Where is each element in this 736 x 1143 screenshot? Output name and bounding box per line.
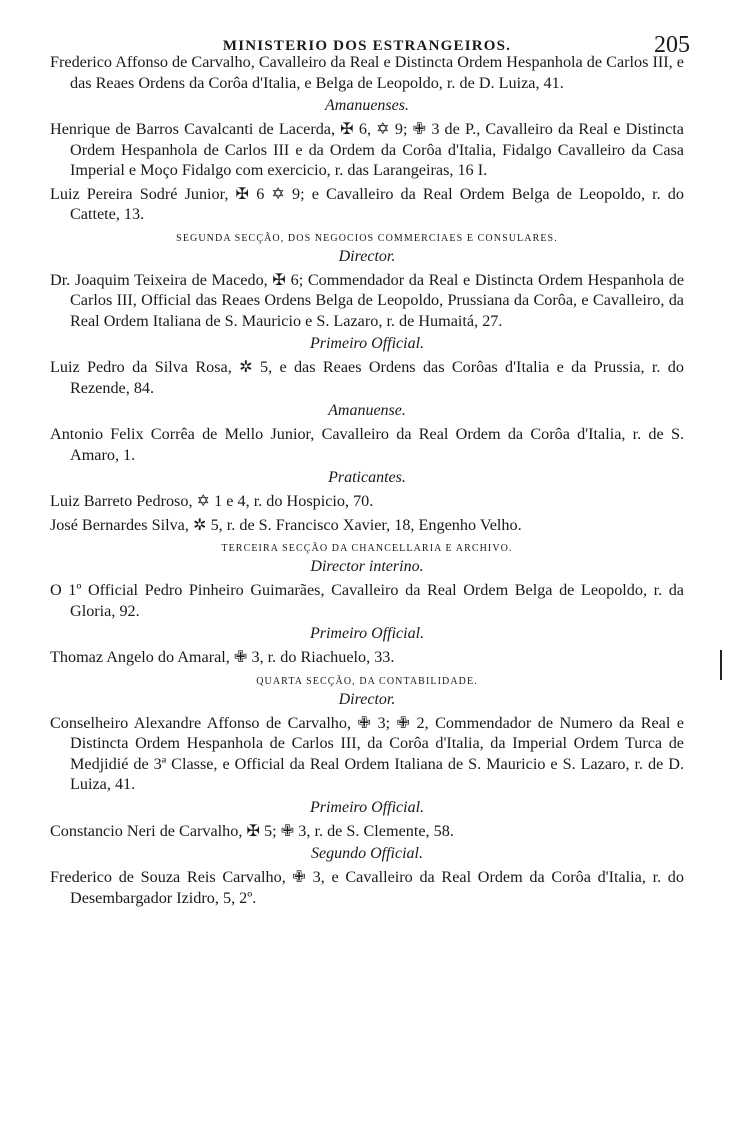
section-heading: QUARTA SECÇÃO, DA CONTABILIDADE. [256, 675, 478, 687]
directory-entry: José Bernardes Silva, ✲ 5, r. de S. Francisco Xavier, 18, Engenho Velho. [50, 515, 522, 534]
directory-entry: Luiz Pereira Sodré Junior, ✠ 6 ✡ 9; e Cavalleiro da Real Ordem Belga de Leopoldo, r. do Cattete, 13. [50, 184, 684, 223]
directory-entry: Luiz Barreto Pedroso, ✡ 1 e 4, r. do Hospicio, 70. [50, 492, 374, 510]
role-heading: Primeiro Official. [309, 335, 425, 352]
role-heading: Primeiro Official. [309, 798, 425, 816]
page-header [50, 0, 690, 58]
role-heading: Amanuenses. [325, 97, 409, 114]
role-heading: Amanuense. [328, 402, 406, 419]
role-heading: Director interino. [310, 558, 424, 575]
directory-entry: Luiz Pedro da Silva Rosa, ✲ 5, e das Reaes Ordens das Corôas d'Italia e da Prussia, r. do Rezende, 84. [50, 358, 684, 397]
directory-entry: O 1º Official Pedro Pinheiro Guimarães, Cavalleiro da Real Ordem Belga de Leopoldo, r. da Gloria, 92. [50, 581, 684, 620]
directory-entry: Frederico Affonso de Carvalho, Cavalleiro da Real e Distincta Ordem Hespanhola de Carlos III, e das Reaes Ordens da Corôa d'Italia, e Belga de Leopoldo, r. de D. Luiza, 41. [50, 53, 684, 92]
role-heading: Director. [338, 690, 396, 708]
directory-entry: Dr. Joaquim Teixeira de Macedo, ✠ 6; Commendador da Real e Distincta Ordem Hespanhola de Carlos III, Official das Reaes Ordens Belga de Leopoldo, Prussiana da Corôa, e Cavalleiro, da Real Ordem Italiana de S. Mauricio e S. Lazaro, r. de Humaitá, 27. [50, 270, 684, 330]
directory-entry: Thomaz Angelo do Amaral, ✙ 3, r. do Riachuelo, 33. [50, 648, 395, 666]
section-heading: SEGUNDA SECÇÃO, DOS NEGOCIOS COMMERCIAES E CONSULARES. [176, 232, 558, 244]
role-heading: Praticantes. [328, 469, 406, 486]
directory-entry: Henrique de Barros Cavalcanti de Lacerda, ✠ 6, ✡ 9; ✙ 3 de P., Cavalleiro da Real e Distincta Ordem Hespanhola de Carlos III e da Ordem da Corôa d'Italia, Fidalgo Cavalleiro da Casa Imperial e Moço Fidalgo com exercicio, r. das Larangeiras, 16 I. [50, 120, 684, 179]
role-heading: Segundo Official. [311, 845, 423, 862]
section-heading: TERCEIRA SECÇÃO DA CHANCELLARIA E ARCHIVO. [221, 543, 513, 554]
directory-entry: Constancio Neri de Carvalho, ✠ 5; ✙ 3, r. de S. Clemente, 58. [50, 821, 454, 840]
page-number: 205 [654, 32, 690, 58]
role-heading: Director. [338, 247, 396, 265]
directory-entry: Antonio Felix Corrêa de Mello Junior, Cavalleiro da Real Ordem da Corôa d'Italia, r. de S. Amaro, 1. [50, 425, 684, 464]
directory-entry: Frederico de Souza Reis Carvalho, ✙ 3, e Cavalleiro da Real Ordem da Corôa d'Italia, r. do Desembargador Izidro, 5, 2º. [50, 868, 684, 907]
margin-mark [720, 650, 722, 680]
page-content [50, 52, 684, 908]
role-heading: Primeiro Official. [309, 625, 425, 642]
directory-entry: Conselheiro Alexandre Affonso de Carvalho, ✙ 3; ✙ 2, Commendador de Numero da Real e Distincta Ordem Hespanhola de Carlos III, da Corôa d'Italia, da Imperial Ordem Turca de Medjidié de 3ª Classe, e Official da Real Ordem Italiana de S. Mauricio e S. Lazaro, r. de D. Luiza, 41. [50, 713, 684, 793]
running-title: MINISTERIO DOS ESTRANGEIROS. [222, 38, 512, 54]
